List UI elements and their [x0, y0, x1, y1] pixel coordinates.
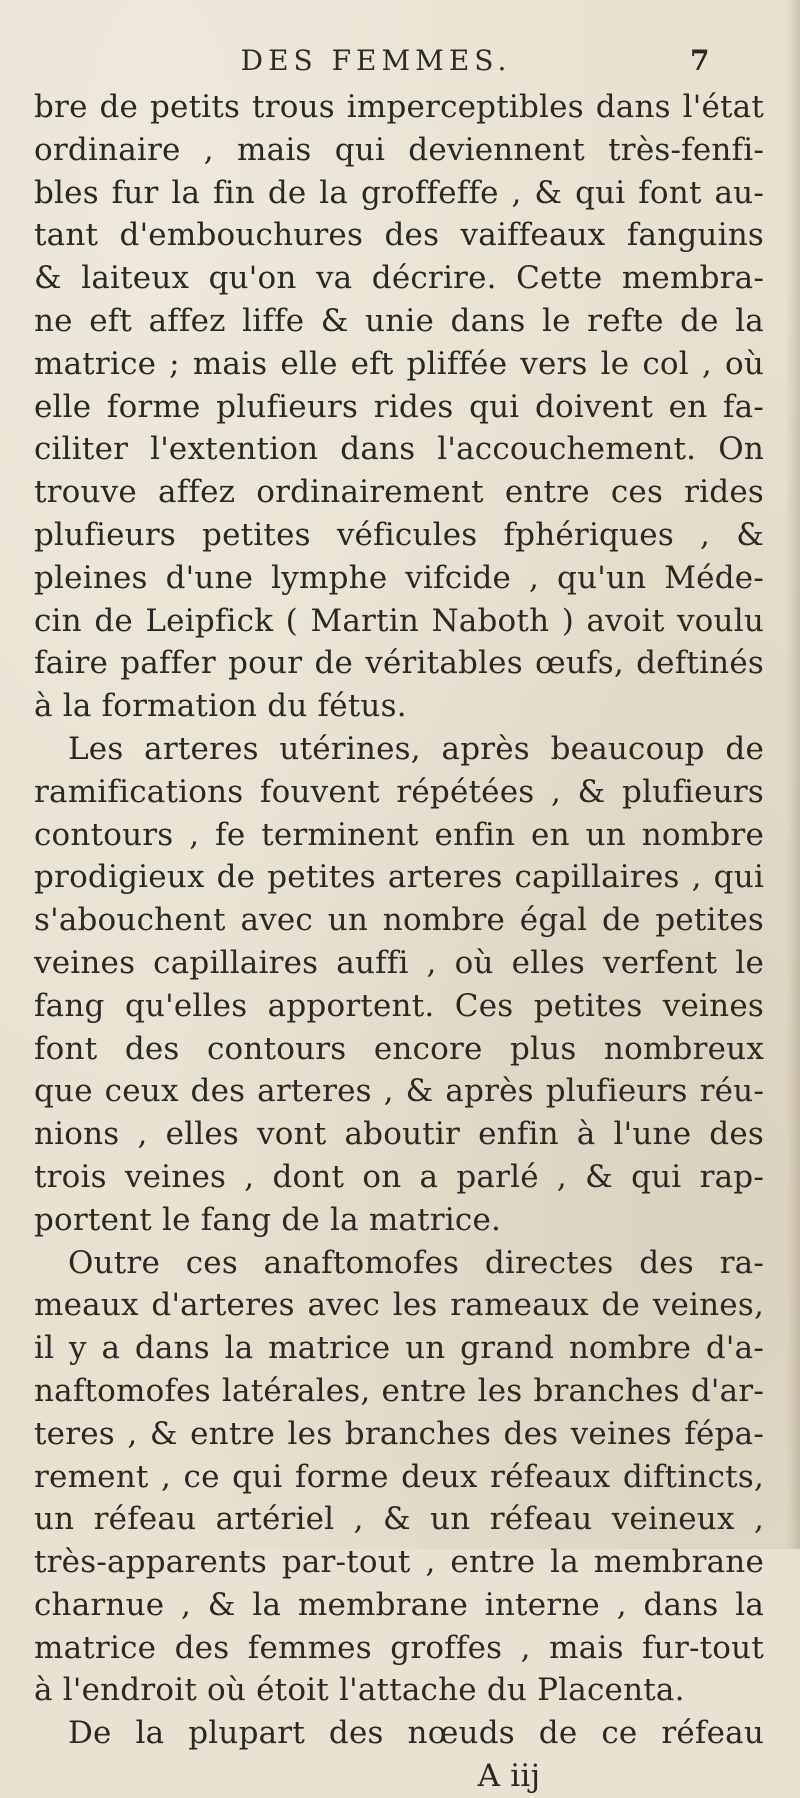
- text-line: ciliter l'extention dans l'accouchement. On: [34, 431, 764, 468]
- text-line: trois veines , dont on a parlé , & qui rap-: [34, 1158, 764, 1195]
- text-line: plufieurs petites véficules fphériques , &: [34, 516, 764, 553]
- text-line: portent le fang de la matrice.: [34, 1201, 502, 1238]
- text-line: teres , & entre les branches des veines fépa-: [34, 1415, 764, 1452]
- text-line: à l'endroit où étoit l'attache du Placenta.: [34, 1672, 685, 1709]
- text-line: un réfeau artériel , & un réfeau veineux ,: [34, 1501, 764, 1538]
- text-line: tant d'embouchures des vaiffeaux fanguins: [34, 217, 764, 254]
- text-line: naftomofes latérales, entre les branches d'ar-: [34, 1372, 764, 1409]
- text-line: rement , ce qui forme deux réfeaux diftincts,: [34, 1458, 764, 1495]
- paragraph-start-line: Outre ces anaftomofes directes des ra-: [68, 1244, 764, 1281]
- page-number: 7: [690, 44, 710, 77]
- text-line: bles fur la fin de la groffeffe , & qui font au-: [34, 174, 764, 211]
- page-edge-shadow: [786, 0, 800, 1549]
- text-line: il y a dans la matrice un grand nombre d'a-: [34, 1330, 764, 1367]
- text-line: prodigieux de petites arteres capillaires , qui: [34, 859, 764, 896]
- text-line: faire paffer pour de véritables œufs, deftinés: [34, 645, 764, 682]
- text-line: ne eft affez liffe & unie dans le refte de la: [34, 302, 764, 339]
- text-line: meaux d'arteres avec les rameaux de veines,: [34, 1287, 764, 1324]
- text-line: bre de petits trous imperceptibles dans l'état: [34, 89, 764, 125]
- text-line: très-apparents par-tout , entre la membrane: [34, 1544, 764, 1581]
- text-line: pleines d'une lymphe vifcide , qu'un Méde-: [34, 559, 764, 596]
- text-line: ordinaire , mais qui deviennent très-fenfi-: [34, 131, 764, 168]
- running-head: DES FEMMES.: [240, 44, 512, 77]
- paragraph-start-line: Les arteres utérines, après beaucoup de: [68, 730, 764, 767]
- body-text: [34, 86, 764, 1798]
- text-line: s'abouchent avec un nombre égal de petites: [34, 902, 764, 939]
- text-line: à la formation du fétus.: [34, 688, 407, 725]
- text-line: matrice des femmes groffes , mais fur-tout: [34, 1629, 764, 1666]
- text-line: matrice ; mais elle eft pliffée vers le col , où: [34, 345, 764, 382]
- text-line: charnue , & la membrane interne , dans la: [34, 1586, 764, 1623]
- text-line: fang qu'elles apportent. Ces petites veines: [34, 987, 764, 1024]
- text-line: & laiteux qu'on va décrire. Cette membra-: [34, 260, 764, 297]
- text-line: trouve affez ordinairement entre ces rides: [34, 474, 764, 511]
- paragraph-start-line: De la plupart des nœuds de ce réfeau: [68, 1715, 764, 1752]
- signature-mark: A iij: [477, 1758, 541, 1795]
- text-line: nions , elles vont aboutir enfin à l'une des: [34, 1116, 764, 1153]
- text-line: veines capillaires auffi , où elles verfent le: [34, 944, 764, 981]
- text-line: contours , fe terminent enfin en un nombre: [34, 816, 764, 853]
- text-line: elle forme plufieurs rides qui doivent en fa-: [34, 388, 764, 425]
- text-line: ramifications fouvent répétées , & plufieurs: [34, 773, 764, 810]
- text-line: cin de Leipfick ( Martin Naboth ) avoit voulu: [34, 602, 764, 639]
- text-line: font des contours encore plus nombreux: [34, 1030, 764, 1067]
- text-line: que ceux des arteres , & après plufieurs réu-: [34, 1073, 764, 1110]
